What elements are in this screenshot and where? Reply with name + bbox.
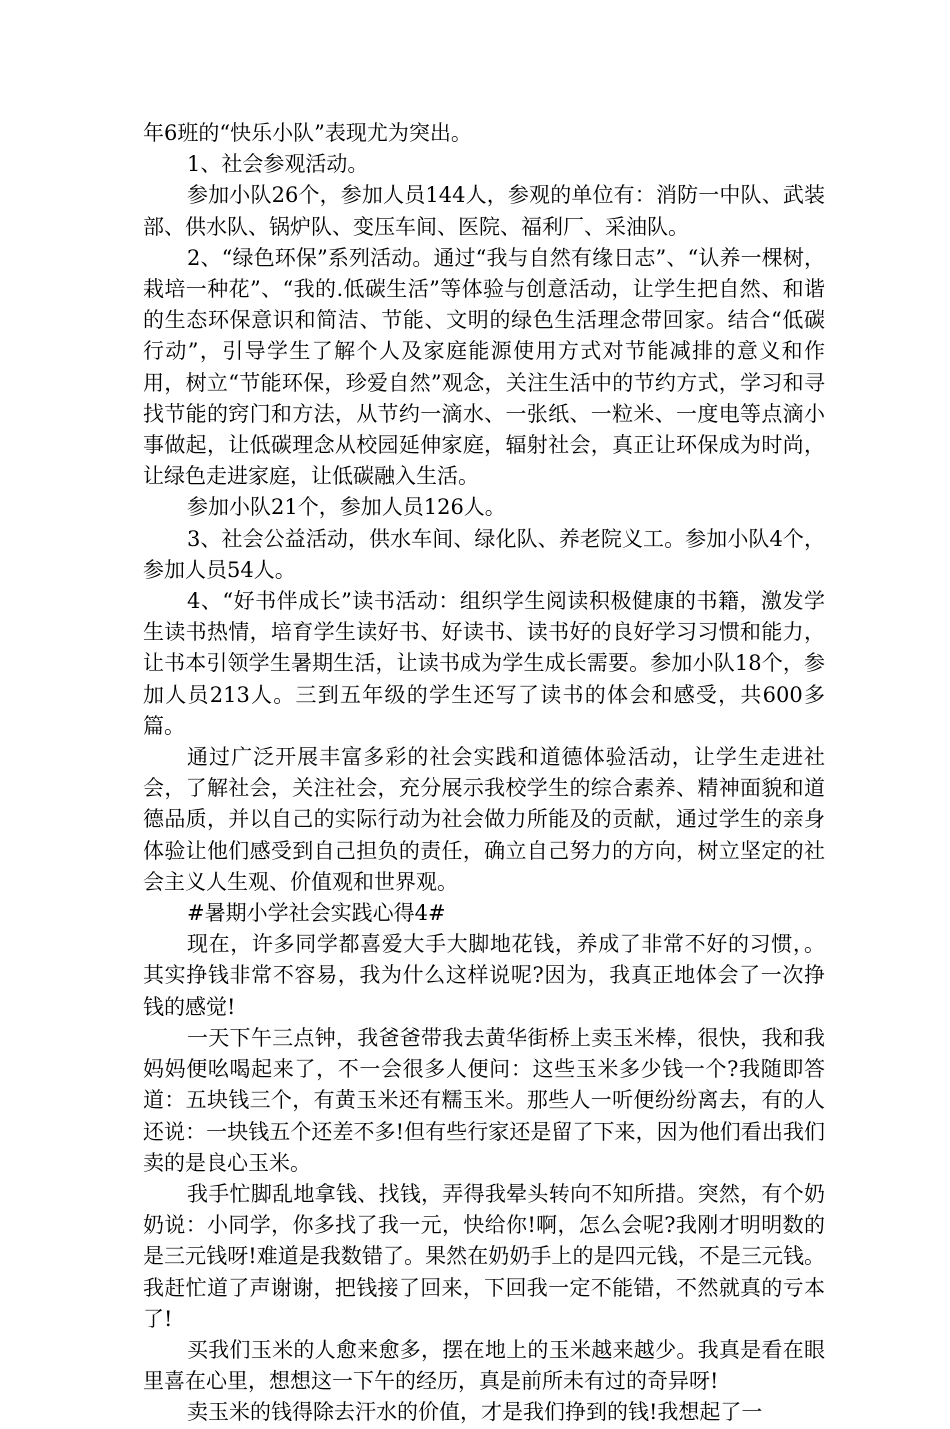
paragraph-final-thought: 卖玉米的钱得除去汗水的价值，才是我们挣到的钱!我想起了一 [187, 1400, 763, 1425]
section-title-practice-4: #暑期小学社会实践心得4# [187, 901, 446, 926]
paragraph-green-stats: 参加小队21个，参加人员126人。 [187, 495, 506, 520]
paragraph-visit-stats: 参加小队26个，参加人员144人，参观的单位有：消防一中队、武装部、供水队、锅炉队、变压车间、医院、福利厂、采油队。 [143, 183, 825, 239]
paragraph-summary: 通过广泛开展丰富多彩的社会实践和道德体验活动，让学生走进社会，了解社会，关注社会，充分展示我校学生的综合素养、精神面貌和道德品质，并以自己的实际行动为社会做力所能及的贡献，通过学生的亲身体验让他们感受到自己担负的责任，确立自己努力的方向，树立坚定的社会主义人生观、价值观和世界观。 [143, 745, 825, 894]
document-body [143, 118, 825, 1429]
paragraph-more-buyers: 买我们玉米的人愈来愈多，摆在地上的玉米越来越少。我真是看在眼里喜在心里，想想这一下午的经历，真是前所未有过的奇异呀! [143, 1337, 825, 1394]
paragraph-continuation: 年6班的“快乐小队”表现尤为突出。 [143, 121, 472, 145]
paragraph-selling-corn: 一天下午三点钟，我爸爸带我去黄华街桥上卖玉米棒，很快，我和我妈妈便吆喝起来了，不一会很多人便问：这些玉米多少钱一个?我随即答道：五块钱三个，有黄玉米还有糯玉米。那些人一听便纷纷离去，有的人还说：一块钱五个还差不多!但有些行家还是留了下来，因为他们看出我们卖的是良心玉米。 [143, 1025, 825, 1175]
paragraph-green-environment: 2、“绿色环保”系列活动。通过“我与自然有缘日志”、“认养一棵树，栽培一种花”、“我的.低碳生活”等体验与创意活动，让学生把自然、和谐的生态环保意识和简洁、节能、文明的绿色生活理念带回家。结合“低碳行动”，引导学生了解个人及家庭能源使用方式对节能减排的意义和作用，树立“节能环保，珍爱自然”观念，关注生活中的节约方式，学习和寻找节能的窍门和方法，从节约一滴水、一张纸、一粒米、一度电等点滴小事做起，让低碳理念从校园延伸家庭，辐射社会，真正让环保成为时尚，让绿色走进家庭，让低碳融入生活。 [143, 245, 825, 489]
paragraph-public-welfare: 3、社会公益活动，供水车间、绿化队、养老院义工。参加小队4个，参加人员54人。 [143, 526, 825, 582]
paragraph-reading-activity: 4、“好书伴成长”读书活动：组织学生阅读积极健康的书籍，激发学生读书热情，培育学生读好书、好读书、读书好的良好学习习惯和能力，让书本引领学生暑期生活，让读书成为学生成长需要。参加小队18个，参加人员213人。三到五年级的学生还写了读书的体会和感受，共600多篇。 [143, 589, 825, 738]
section-heading-social-visit: 1、社会参观活动。 [187, 152, 369, 177]
paragraph-intro-money: 现在，许多同学都喜爱大手大脚地花钱，养成了非常不好的习惯，。其实挣钱非常不容易，我为什么这样说呢?因为，我真正地体会了一次挣钱的感觉! [143, 932, 825, 1019]
paragraph-change-mistake: 我手忙脚乱地拿钱、找钱，弄得我晕头转向不知所措。突然，有个奶奶说：小同学，你多找了我一元，快给你!啊，怎么会呢?我刚才明明数的是三元钱呀!难道是我数错了。果然在奶奶手上的是四元钱，不是三元钱。我赶忙道了声谢谢，把钱接了回来，下回我一定不能错，不然就真的亏本了! [143, 1181, 825, 1331]
